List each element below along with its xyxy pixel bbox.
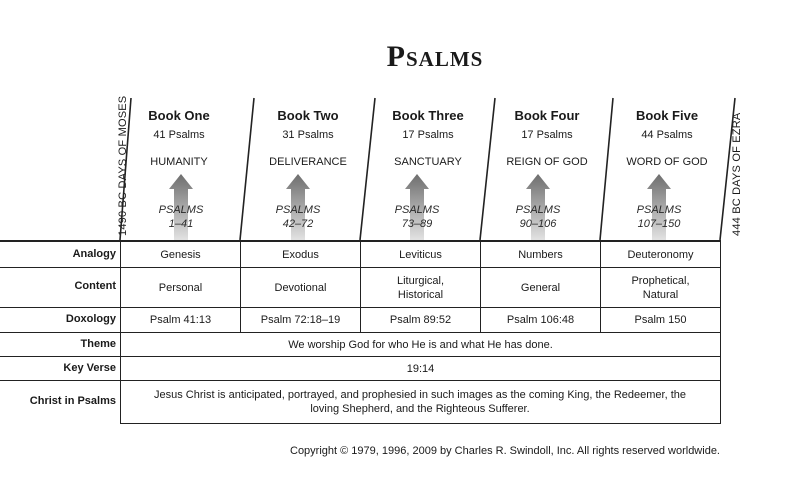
arrow-label-book-two — [253, 203, 343, 231]
analogy-cell: Genesis — [160, 248, 201, 261]
book-theme: WORD OF GOD — [626, 156, 708, 168]
doxology-cell: Psalm 89:52 — [389, 314, 452, 326]
timeline-start-label: 1490 BC DAYS OF MOSES — [117, 95, 129, 236]
doxology-cell: Psalm 150 — [634, 314, 687, 326]
divider-line-1 — [120, 98, 131, 240]
content-cell: General — [520, 281, 561, 294]
table-right-border — [720, 240, 721, 424]
book-theme: REIGN OF GOD — [506, 156, 588, 168]
book-count: 17 Psalms — [402, 129, 454, 141]
page-title: Psalms — [386, 40, 484, 73]
timeline-end-label: 444 BC DAYS OF EZRA — [731, 112, 743, 236]
divider-line-6 — [720, 98, 735, 240]
content-cell: Prophetical, Natural — [631, 274, 690, 301]
book-count: 17 Psalms — [521, 129, 573, 141]
book-theme: HUMANITY — [150, 156, 208, 168]
analogy-cell: Leviticus — [399, 248, 442, 261]
row-label-doxology: Doxology — [65, 313, 116, 325]
book-four-header — [492, 108, 602, 168]
book-theme: SANCTUARY — [394, 156, 462, 168]
analogy-cell: Deuteronomy — [627, 248, 694, 261]
book-five-header — [612, 108, 722, 168]
doxology-cell: Psalm 106:48 — [506, 314, 575, 326]
arrow-range-text: 1–41 — [168, 218, 194, 230]
book-name: Book One — [148, 108, 210, 123]
book-name: Book Four — [514, 108, 580, 123]
key-verse-cell: 19:14 — [406, 362, 435, 375]
row-label-analogy: Analogy — [72, 248, 116, 260]
arrow-label-text: PSALMS — [515, 204, 561, 216]
row-label-theme: Theme — [80, 338, 116, 350]
arrow-range-text: 42–72 — [282, 218, 314, 230]
christ-in-psalms-cell: Jesus Christ is anticipated, portrayed, and prophesied in such images as the coming King, the Redeemer, the loving Shepherd, and the Righteous Sufferer. — [154, 389, 686, 415]
content-cell: Liturgical, Historical — [396, 274, 445, 301]
arrow-range-text: 107–150 — [637, 218, 681, 230]
content-cell: Personal — [158, 281, 203, 294]
book-count: 44 Psalms — [641, 129, 693, 141]
book-three-header — [373, 108, 483, 168]
copyright-notice: Copyright © 1979, 1996, 2009 by Charles R. Swindoll, Inc. All rights reserved worldwide. — [290, 445, 720, 457]
content-cell: Devotional — [274, 281, 327, 294]
arrow-label-book-four — [493, 203, 583, 231]
book-theme: DELIVERANCE — [269, 156, 347, 168]
row-label-christ-in-psalms: Christ in Psalms — [29, 395, 116, 407]
doxology-cell: Psalm 41:13 — [149, 314, 212, 326]
doxology-cell: Psalm 72:18–19 — [260, 314, 341, 326]
book-one-header — [133, 108, 225, 168]
arrow-label-text: PSALMS — [275, 204, 321, 216]
arrow-range-text: 90–106 — [519, 218, 557, 230]
arrow-label-text: PSALMS — [636, 204, 682, 216]
table-bottom-border — [120, 423, 721, 424]
book-two-header — [253, 108, 363, 168]
divider-line-2 — [240, 98, 254, 240]
arrow-label-book-three — [372, 203, 462, 231]
arrow-range-text: 73–89 — [401, 218, 433, 230]
row-label-key-verse: Key Verse — [63, 362, 116, 374]
arrow-label-book-five — [614, 203, 704, 231]
row-label-content: Content — [74, 280, 116, 292]
theme-cell: We worship God for who He is and what He has done. — [288, 338, 553, 351]
arrow-label-book-one — [136, 203, 226, 231]
arrow-label-text: PSALMS — [394, 204, 440, 216]
book-count: 41 Psalms — [153, 129, 205, 141]
book-name: Book Five — [635, 108, 699, 123]
analogy-cell: Exodus — [282, 248, 319, 261]
book-name: Book Three — [392, 108, 464, 123]
book-count: 31 Psalms — [282, 129, 334, 141]
analogy-cell: Numbers — [518, 248, 563, 261]
book-name: Book Two — [277, 108, 339, 123]
arrow-label-text: PSALMS — [158, 204, 204, 216]
